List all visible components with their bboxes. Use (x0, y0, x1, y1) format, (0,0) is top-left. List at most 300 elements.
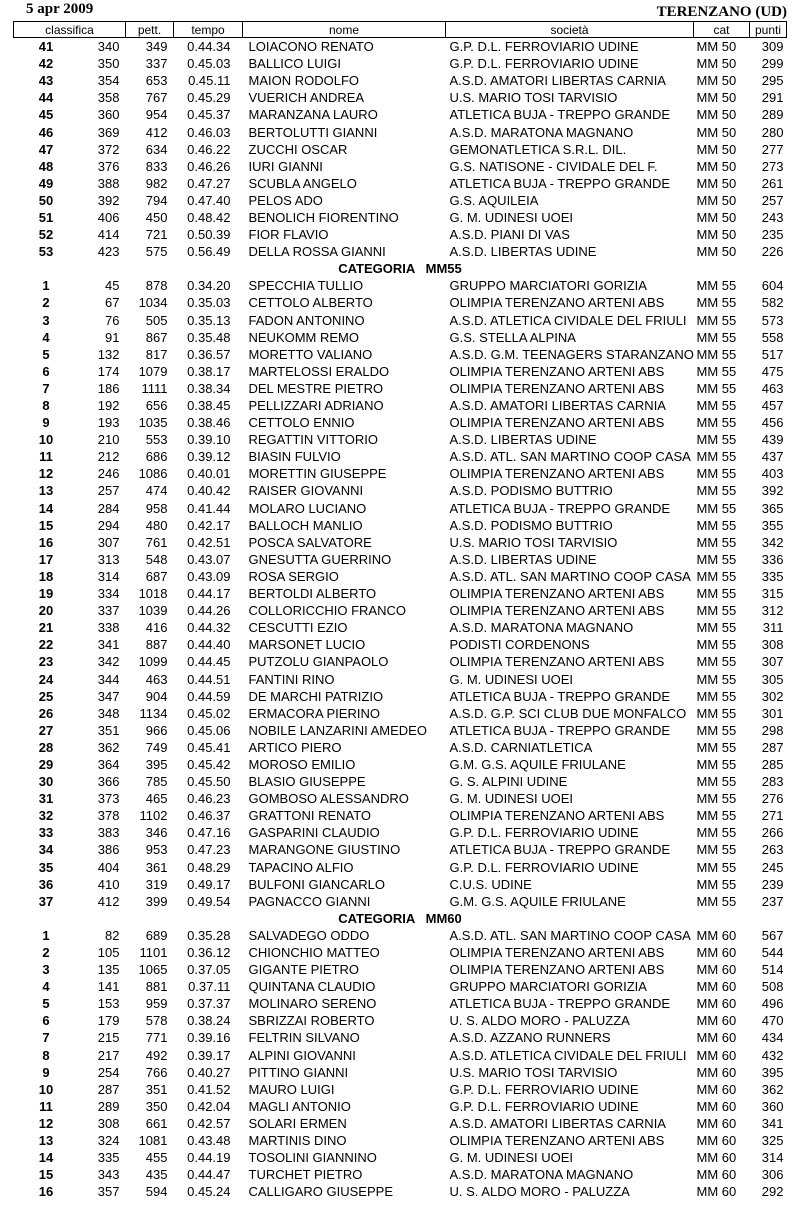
category: MM 55 (696, 312, 737, 328)
category-rank: 6 (42, 363, 50, 379)
category: MM 55 (696, 517, 737, 533)
athlete-name: POSCA SALVATORE (248, 534, 372, 550)
club-name: G.P. D.L. FERROVIARIO UDINE (449, 56, 639, 72)
category: MM 55 (696, 363, 737, 379)
table-row (14, 431, 787, 448)
category-rank: 35 (38, 859, 54, 875)
table-row (14, 585, 787, 602)
category: MM 60 (696, 1167, 737, 1183)
finish-time: 0.44.59 (187, 688, 231, 704)
finish-time: 0.39.16 (187, 1030, 231, 1046)
category: MM 50 (696, 107, 737, 123)
finish-time: 0.37.11 (188, 979, 231, 995)
category: MM 60 (696, 1184, 737, 1200)
overall-rank: 135 (97, 962, 120, 978)
finish-time: 0.41.44 (187, 500, 231, 516)
category-rank: 1 (42, 278, 50, 294)
finish-time: 0.35.28 (187, 927, 231, 943)
overall-rank: 314 (97, 568, 120, 584)
category-rank: 25 (38, 688, 54, 704)
points: 432 (761, 1047, 784, 1063)
category: MM 55 (696, 876, 737, 892)
category-rank: 20 (38, 603, 54, 619)
club-name: ATLETICA BUJA - TREPPO GRANDE (449, 842, 671, 858)
overall-rank: 212 (97, 449, 120, 465)
category-rank: 12 (38, 1115, 54, 1131)
table-row (14, 141, 787, 158)
table-row (14, 841, 787, 858)
category: MM 50 (696, 244, 737, 260)
overall-rank: 388 (97, 175, 120, 191)
points: 292 (761, 1184, 784, 1200)
points: 496 (761, 996, 784, 1012)
overall-rank: 186 (97, 380, 120, 396)
club-name: A.S.D. ATL. SAN MARTINO COOP CASA (449, 568, 691, 584)
table-row (14, 1183, 787, 1200)
bib-number: 553 (145, 432, 168, 448)
finish-time: 0.47.23 (187, 842, 231, 858)
bib-number: 958 (145, 500, 168, 516)
table-row (14, 414, 787, 431)
column-header-classifica: classifica (14, 22, 126, 38)
overall-rank: 215 (97, 1030, 120, 1046)
bib-number: 878 (145, 278, 168, 294)
table-row (14, 175, 787, 192)
points: 475 (761, 363, 784, 379)
table-row (14, 346, 787, 363)
bib-number: 661 (145, 1115, 168, 1131)
overall-rank: 372 (97, 141, 120, 157)
category-rank: 22 (38, 637, 54, 653)
athlete-name: MARTINIS DINO (248, 1133, 347, 1149)
table-row (14, 192, 787, 209)
bib-number: 416 (145, 620, 168, 636)
overall-rank: 45 (105, 278, 120, 294)
athlete-name: BALLOCH MANLIO (248, 517, 363, 533)
overall-rank: 82 (105, 927, 120, 943)
bib-number: 350 (145, 1098, 168, 1114)
bib-number: 689 (145, 927, 168, 943)
table-row (14, 1115, 787, 1132)
finish-time: 0.45.50 (187, 774, 231, 790)
club-name: A.S.D. PIANI DI VAS (449, 227, 570, 243)
finish-time: 0.43.48 (187, 1133, 231, 1149)
overall-rank: 414 (97, 227, 120, 243)
athlete-name: NOBILE LANZARINI AMEDEO (248, 722, 427, 738)
category-rank: 2 (42, 945, 50, 961)
club-name: ATLETICA BUJA - TREPPO GRANDE (449, 688, 671, 704)
club-name: A.S.D. AZZANO RUNNERS (449, 1030, 611, 1046)
category: MM 60 (696, 996, 737, 1012)
athlete-name: MARSONET LUCIO (248, 637, 366, 653)
category-rank: 44 (38, 90, 54, 106)
overall-rank: 338 (97, 620, 120, 636)
club-name: GRUPPO MARCIATORI GORIZIA (449, 278, 647, 294)
category: MM 55 (696, 722, 737, 738)
finish-time: 0.50.39 (187, 227, 231, 243)
category-rank: 3 (42, 962, 50, 978)
finish-time: 0.45.03 (187, 56, 231, 72)
points: 226 (761, 244, 784, 260)
table-row (14, 123, 787, 140)
category-rank: 12 (38, 466, 54, 482)
category: MM 60 (696, 979, 737, 995)
finish-time: 0.44.34 (187, 39, 231, 55)
category: MM 55 (696, 449, 737, 465)
category: MM 55 (696, 739, 737, 755)
table-header (14, 22, 787, 38)
club-name: U.S. MARIO TOSI TARVISIO (449, 1064, 618, 1080)
table-row (14, 294, 787, 311)
category-rank: 50 (38, 192, 54, 208)
overall-rank: 423 (97, 244, 120, 260)
category: MM 55 (696, 842, 737, 858)
overall-rank: 193 (97, 415, 120, 431)
points: 315 (761, 586, 784, 602)
athlete-name: DEL MESTRE PIETRO (248, 380, 384, 396)
points: 558 (761, 329, 784, 345)
category: MM 55 (696, 415, 737, 431)
athlete-name: TURCHET PIETRO (248, 1167, 363, 1183)
overall-rank: 254 (97, 1064, 120, 1080)
overall-rank: 351 (97, 722, 120, 738)
bib-number: 1035 (138, 415, 168, 431)
athlete-name: TOSOLINI GIANNINO (248, 1150, 377, 1166)
club-name: OLIMPIA TERENZANO ARTENI ABS (449, 945, 665, 961)
category-heading: CATEGORIA MM60 (338, 910, 462, 926)
athlete-name: ARTICO PIERO (248, 739, 342, 755)
overall-rank: 344 (97, 671, 120, 687)
athlete-name: MARTELOSSI ERALDO (248, 363, 390, 379)
finish-time: 0.36.12 (187, 945, 231, 961)
category-rank: 42 (38, 56, 54, 72)
points: 299 (761, 56, 784, 72)
points: 604 (761, 278, 784, 294)
club-name: OLIMPIA TERENZANO ARTENI ABS (449, 466, 665, 482)
overall-rank: 383 (97, 825, 120, 841)
athlete-name: SOLARI ERMEN (248, 1115, 347, 1131)
category-rank: 52 (38, 227, 54, 243)
points: 335 (761, 568, 784, 584)
table-row (14, 636, 787, 653)
athlete-name: SCUBLA ANGELO (248, 175, 357, 191)
bib-number: 346 (145, 825, 168, 841)
table-row (14, 1064, 787, 1081)
points: 312 (761, 603, 784, 619)
points: 355 (761, 517, 784, 533)
table-row (14, 551, 787, 568)
overall-rank: 141 (97, 979, 120, 995)
bib-number: 548 (145, 551, 168, 567)
table-row (14, 106, 787, 123)
table-row (14, 927, 787, 944)
page-header (0, 0, 800, 20)
finish-time: 0.47.40 (187, 192, 231, 208)
finish-time: 0.56.49 (187, 244, 231, 260)
points: 237 (761, 893, 784, 909)
category: MM 55 (696, 637, 737, 653)
table-row (14, 1029, 787, 1046)
category: MM 55 (696, 756, 737, 772)
club-name: A.S.D. MARATONA MAGNANO (449, 124, 634, 140)
points: 514 (761, 962, 784, 978)
table-row (14, 944, 787, 961)
table-row (14, 619, 787, 636)
points: 567 (761, 927, 784, 943)
athlete-name: FIOR FLAVIO (248, 227, 329, 243)
points: 434 (761, 1030, 784, 1046)
athlete-name: COLLORICCHIO FRANCO (248, 603, 406, 619)
finish-time: 0.44.45 (187, 654, 231, 670)
category: MM 55 (696, 380, 737, 396)
table-row (14, 568, 787, 585)
overall-rank: 358 (97, 90, 120, 106)
points: 243 (761, 209, 784, 225)
category: MM 50 (696, 175, 737, 191)
category-rank: 29 (38, 756, 54, 772)
overall-rank: 362 (97, 739, 120, 755)
overall-rank: 217 (97, 1047, 120, 1063)
club-name: U.S. MARIO TOSI TARVISIO (449, 90, 618, 106)
bib-number: 1034 (138, 295, 168, 311)
points: 439 (761, 432, 784, 448)
category: MM 55 (696, 620, 737, 636)
club-name: GRUPPO MARCIATORI GORIZIA (449, 979, 647, 995)
category: MM 55 (696, 432, 737, 448)
athlete-name: TAPACINO ALFIO (248, 859, 354, 875)
table-row (14, 688, 787, 705)
athlete-name: MOLINARO SERENO (248, 996, 377, 1012)
points: 280 (761, 124, 784, 140)
club-name: A.S.D. LIBERTAS UDINE (449, 551, 597, 567)
club-name: ATLETICA BUJA - TREPPO GRANDE (449, 996, 671, 1012)
category-rank: 30 (38, 774, 54, 790)
athlete-name: BLASIO GIUSEPPE (248, 774, 366, 790)
bib-number: 465 (145, 791, 168, 807)
category-rank: 17 (38, 551, 54, 567)
bib-number: 1081 (138, 1133, 168, 1149)
points: 289 (761, 107, 784, 123)
finish-time: 0.43.07 (187, 551, 231, 567)
points: 403 (761, 466, 784, 482)
overall-rank: 343 (97, 1167, 120, 1183)
points: 517 (761, 346, 784, 362)
athlete-name: CETTOLO ALBERTO (248, 295, 373, 311)
overall-rank: 406 (97, 209, 120, 225)
finish-time: 0.35.48 (187, 329, 231, 345)
bib-number: 505 (145, 312, 168, 328)
points: 235 (761, 227, 784, 243)
points: 239 (761, 876, 784, 892)
table-row (14, 1132, 787, 1149)
points: 308 (761, 637, 784, 653)
overall-rank: 347 (97, 688, 120, 704)
points: 342 (761, 534, 784, 550)
table-row (14, 448, 787, 465)
club-name: A.S.D. AMATORI LIBERTAS CARNIA (449, 73, 666, 89)
category-rank: 14 (38, 500, 54, 516)
category-rank: 9 (42, 415, 50, 431)
overall-rank: 404 (97, 859, 120, 875)
bib-number: 450 (145, 209, 168, 225)
club-name: U. S. ALDO MORO - PALUZZA (449, 1013, 630, 1029)
category-rank: 5 (42, 346, 50, 362)
club-name: A.S.D. CARNIATLETICA (449, 739, 593, 755)
table-row (14, 893, 787, 910)
category: MM 50 (696, 56, 737, 72)
category: MM 60 (696, 1115, 737, 1131)
club-name: GEMONATLETICA S.R.L. DIL. (449, 141, 627, 157)
club-name: C.U.S. UDINE (449, 876, 532, 892)
category: MM 55 (696, 568, 737, 584)
category: MM 55 (696, 654, 737, 670)
category: MM 50 (696, 192, 737, 208)
category-rank: 27 (38, 722, 54, 738)
bib-number: 954 (145, 107, 168, 123)
club-name: OLIMPIA TERENZANO ARTENI ABS (449, 586, 665, 602)
overall-rank: 210 (97, 432, 120, 448)
finish-time: 0.38.46 (187, 415, 231, 431)
overall-rank: 348 (97, 705, 120, 721)
table-row (14, 465, 787, 482)
athlete-name: SALVADEGO ODDO (248, 927, 370, 943)
finish-time: 0.45.29 (187, 90, 231, 106)
bib-number: 867 (145, 329, 168, 345)
table-row (14, 978, 787, 995)
category-rank: 13 (38, 483, 54, 499)
finish-time: 0.49.17 (187, 876, 231, 892)
athlete-name: SPECCHIA TULLIO (248, 278, 364, 294)
bib-number: 594 (145, 1184, 168, 1200)
bib-number: 435 (145, 1167, 168, 1183)
points: 362 (761, 1081, 784, 1097)
athlete-name: FELTRIN SILVANO (248, 1030, 360, 1046)
column-header-nome: nome (243, 22, 446, 38)
category: MM 55 (696, 500, 737, 516)
finish-time: 0.38.45 (187, 398, 231, 414)
finish-time: 0.49.54 (187, 893, 231, 909)
category-rank: 48 (38, 158, 54, 174)
points: 341 (761, 1115, 784, 1131)
table-row (14, 995, 787, 1012)
bib-number: 319 (145, 876, 168, 892)
category-rank: 53 (38, 244, 54, 260)
category-rank: 14 (38, 1150, 54, 1166)
category: MM 55 (696, 346, 737, 362)
category: MM 55 (696, 603, 737, 619)
category-heading: CATEGORIA MM55 (338, 261, 462, 277)
finish-time: 0.37.37 (187, 996, 231, 1012)
overall-rank: 334 (97, 586, 120, 602)
finish-time: 0.44.17 (187, 586, 231, 602)
category: MM 55 (696, 398, 737, 414)
bib-number: 412 (145, 124, 168, 140)
points: 508 (761, 979, 784, 995)
category: MM 55 (696, 295, 737, 311)
category-rank: 18 (38, 568, 54, 584)
table-row (14, 312, 787, 329)
table-row (14, 670, 787, 687)
overall-rank: 364 (97, 756, 120, 772)
category: MM 60 (696, 1150, 737, 1166)
athlete-name: NEUKOMM REMO (248, 329, 359, 345)
category-rank: 26 (38, 705, 54, 721)
table-row (14, 961, 787, 978)
overall-rank: 341 (97, 637, 120, 653)
finish-time: 0.40.01 (187, 466, 231, 482)
bib-number: 634 (145, 141, 168, 157)
finish-time: 0.45.11 (188, 73, 231, 89)
table-row (14, 55, 787, 72)
category-heading-row (14, 910, 787, 927)
points: 302 (761, 688, 784, 704)
bib-number: 771 (145, 1030, 168, 1046)
bib-number: 480 (145, 517, 168, 533)
category-rank: 24 (38, 671, 54, 687)
finish-time: 0.44.40 (187, 637, 231, 653)
table-row (14, 226, 787, 243)
bib-number: 656 (145, 398, 168, 414)
points: 295 (761, 73, 784, 89)
table-row (14, 1149, 787, 1166)
category: MM 60 (696, 1030, 737, 1046)
club-name: OLIMPIA TERENZANO ARTENI ABS (449, 603, 665, 619)
overall-rank: 342 (97, 654, 120, 670)
table-row (14, 380, 787, 397)
category: MM 55 (696, 859, 737, 875)
category: MM 60 (696, 1133, 737, 1149)
category: MM 55 (696, 808, 737, 824)
category: MM 50 (696, 124, 737, 140)
bib-number: 761 (145, 534, 168, 550)
club-name: ATLETICA BUJA - TREPPO GRANDE (449, 107, 671, 123)
overall-rank: 91 (105, 329, 120, 345)
finish-time: 0.35.13 (187, 312, 231, 328)
table-row (14, 500, 787, 517)
club-name: G. M. UDINESI UOEI (449, 791, 574, 807)
finish-time: 0.41.52 (187, 1081, 231, 1097)
athlete-name: PITTINO GIANNI (248, 1064, 349, 1080)
finish-time: 0.45.24 (187, 1184, 231, 1200)
points: 257 (761, 192, 784, 208)
finish-time: 0.45.02 (187, 705, 231, 721)
overall-rank: 174 (97, 363, 120, 379)
points: 245 (761, 859, 784, 875)
finish-time: 0.44.51 (187, 671, 231, 687)
bib-number: 749 (145, 739, 168, 755)
category-rank: 6 (42, 1013, 50, 1029)
athlete-name: CHIONCHIO MATTEO (248, 945, 380, 961)
table-row (14, 243, 787, 260)
club-name: G.S. STELLA ALPINA (449, 329, 576, 345)
category-rank: 32 (38, 808, 54, 824)
category: MM 60 (696, 1064, 737, 1080)
athlete-name: GIGANTE PIETRO (248, 962, 360, 978)
overall-rank: 357 (97, 1184, 120, 1200)
athlete-name: ROSA SERGIO (248, 568, 339, 584)
finish-time: 0.35.03 (187, 295, 231, 311)
athlete-name: GOMBOSO ALESSANDRO (248, 791, 409, 807)
finish-time: 0.39.17 (187, 1047, 231, 1063)
bib-number: 721 (145, 227, 168, 243)
table-row (14, 722, 787, 739)
finish-time: 0.38.24 (187, 1013, 231, 1029)
table-row (14, 482, 787, 499)
category-rank: 3 (42, 312, 50, 328)
bib-number: 361 (145, 859, 168, 875)
category: MM 50 (696, 39, 737, 55)
club-name: PODISTI CORDENONS (449, 637, 590, 653)
